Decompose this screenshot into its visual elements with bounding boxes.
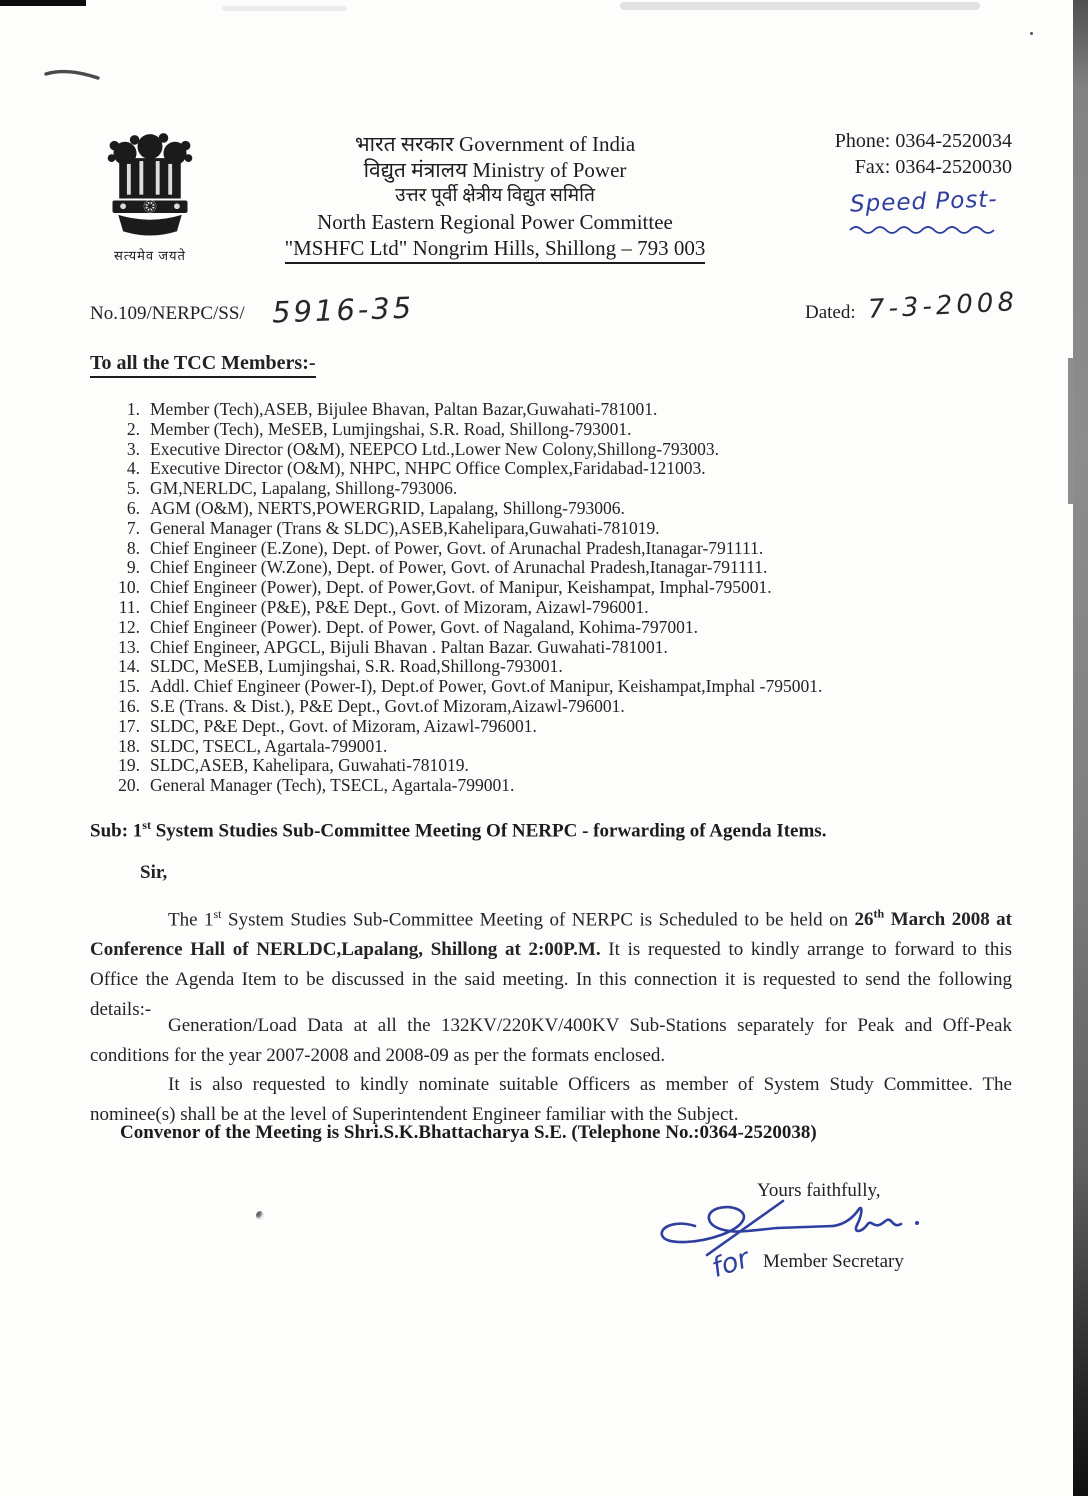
recipient-row: 13. Chief Engineer, APGCL, Bijuli Bhavan . Paltan Bazar. Guwahati-781001.: [118, 636, 668, 657]
scan-right-edge-notch: [1068, 358, 1074, 504]
recipient-row: 10. Chief Engineer (Power), Dept. of Power,Govt. of Manipur, Keishampat, Imphal-795001.: [118, 577, 772, 598]
national-emblem: [98, 131, 202, 264]
letterhead-line-hindi-committee: उत्तर पूर्वी क्षेत्रीय विद्युत समिति: [395, 185, 595, 206]
reference-number-printed: No.109/NERPC/SS/: [90, 303, 245, 324]
recipient-row: 14. SLDC, MeSEB, Lumjingshai, S.R. Road,Shillong-793001.: [118, 656, 563, 677]
body-paragraph-2: Generation/Load Data at all the 132KV/220KV/400KV Sub-Stations separately for Peak and Off-Peak conditions for the year 2007-2008 and 2008-09 as per the formats enclosed.: [90, 1015, 1012, 1066]
addressee-heading: To all the TCC Members:-: [90, 352, 316, 378]
valediction: Yours faithfully,: [757, 1180, 881, 1201]
recipient-list: [106, 400, 926, 796]
reference-number-handwritten: 5916-35: [271, 290, 415, 330]
recipient-row: 7. General Manager (Trans & SLDC),ASEB,Kahelipara,Guwahati-781019.: [126, 517, 660, 538]
recipient-row: 4. Executive Director (O&M), NHPC, NHPC Office Complex,Faridabad-121003.: [126, 458, 706, 479]
dated-label: Dated:: [805, 302, 856, 323]
scan-speck: [256, 1211, 264, 1220]
letterhead-line-ministry: विद्युत मंत्रालय Ministry of Power: [363, 158, 627, 182]
fax-number: Fax: 0364-2520030: [854, 156, 1012, 178]
recipient-row: 5. GM,NERLDC, Lapalang, Shillong-793006.: [126, 478, 458, 499]
ashoka-lion-capital-icon: [100, 131, 200, 243]
recipient-row: 8. Chief Engineer (E.Zone), Dept. of Power, Govt. of Arunachal Pradesh,Itanagar-791111.: [126, 537, 764, 558]
scan-smudge: [620, 2, 980, 10]
recipient-row: 9. Chief Engineer (W.Zone), Dept. of Power, Govt. of Arunachal Pradesh,Itanagar-791111.: [126, 557, 768, 578]
contact-block: [835, 128, 1012, 242]
subject-line: Sub: 1st System Studies Sub-Committee Meeting Of NERPC - forwarding of Agenda Items.: [90, 818, 827, 842]
letterhead-address: "MSHFC Ltd" Nongrim Hills, Shillong – 793 003: [285, 235, 706, 264]
recipient-row: 12. Chief Engineer (Power). Dept. of Power, Govt. of Nagaland, Kohima-797001.: [118, 616, 698, 637]
scan-right-edge-strip: [1073, 0, 1088, 1496]
pencil-mark: [44, 66, 104, 86]
recipient-row: 19. SLDC,ASEB, Kahelipara, Guwahati-781019.: [118, 755, 469, 776]
recipient-row: 18. SLDC, TSECL, Agartala-799001.: [118, 735, 388, 756]
convenor-line: Convenor of the Meeting is Shri.S.K.Bhattacharya S.E. (Telephone No.:0364-2520038): [120, 1122, 817, 1143]
recipient-row: 6. AGM (O&M), NERTS,POWERGRID, Lapalang, Shillong-793006.: [126, 497, 625, 518]
body-paragraph-1: The 1st System Studies Sub-Committee Meeting of NERPC is Scheduled to be held on 26th March 2008 at Conference Hall of NERLDC,Lapalang, Shillong at 2:00P.M. It is requested to kindly arrange to forward to this Office the Agenda Item to be discussed in the said meeting. In this connection it is requested to send the following details:-: [90, 907, 1012, 1021]
letterhead-line-committee: North Eastern Regional Power Committee: [317, 210, 673, 234]
scan-smudge: [222, 6, 347, 11]
body-paragraph-3: It is also requested to kindly nominate suitable Officers as member of System Study Committee. The nominee(s) shall be at the level of Superintendent Engineer familiar with the Subject.: [90, 1074, 1012, 1125]
phone-number: Phone: 0364-2520034: [834, 130, 1012, 152]
speed-post-annotation: Speed Post-: [835, 189, 1012, 242]
recipient-row: 1. Member (Tech),ASEB, Bijulee Bhavan, Paltan Bazar,Guwahati-781001.: [126, 399, 658, 419]
recipient-row: 2. Member (Tech), MeSEB, Lumjingshai, S.R. Road, Shillong-793001.: [126, 418, 632, 439]
recipient-row: 17. SLDC, P&E Dept., Govt. of Mizoram, Aizawl-796001.: [118, 715, 537, 736]
wavy-underline: [848, 225, 998, 235]
date-handwritten: 7-3-2008: [867, 287, 1019, 325]
for-annotation: for: [708, 1243, 754, 1284]
scan-top-edge-mark: [0, 0, 86, 6]
scan-speck: [1030, 32, 1033, 35]
letterhead-line-govt: भारत सरकार Government of India: [354, 132, 636, 156]
recipient-row: 15. Addl. Chief Engineer (Power-I), Dept.of Power, Govt.of Manipur, Keishampat,Imphal -795001.: [118, 676, 823, 697]
recipient-row: 16. S.E (Trans. & Dist.), P&E Dept., Govt.of Mizoram,Aizawl-796001.: [118, 695, 625, 716]
recipient-row: 20. General Manager (Tech), TSECL, Agartala-799001.: [118, 775, 515, 796]
recipient-row: 3. Executive Director (O&M), NEEPCO Ltd.,Lower New Colony,Shillong-793003.: [126, 438, 719, 459]
letterhead: [245, 131, 745, 264]
salutation: Sir,: [140, 862, 168, 883]
emblem-caption: सत्यमेव जयते: [114, 248, 186, 263]
recipient-row: 11. Chief Engineer (P&E), P&E Dept., Govt. of Mizoram, Aizawl-796001.: [118, 596, 649, 617]
signatory-title: Member Secretary: [763, 1251, 904, 1272]
